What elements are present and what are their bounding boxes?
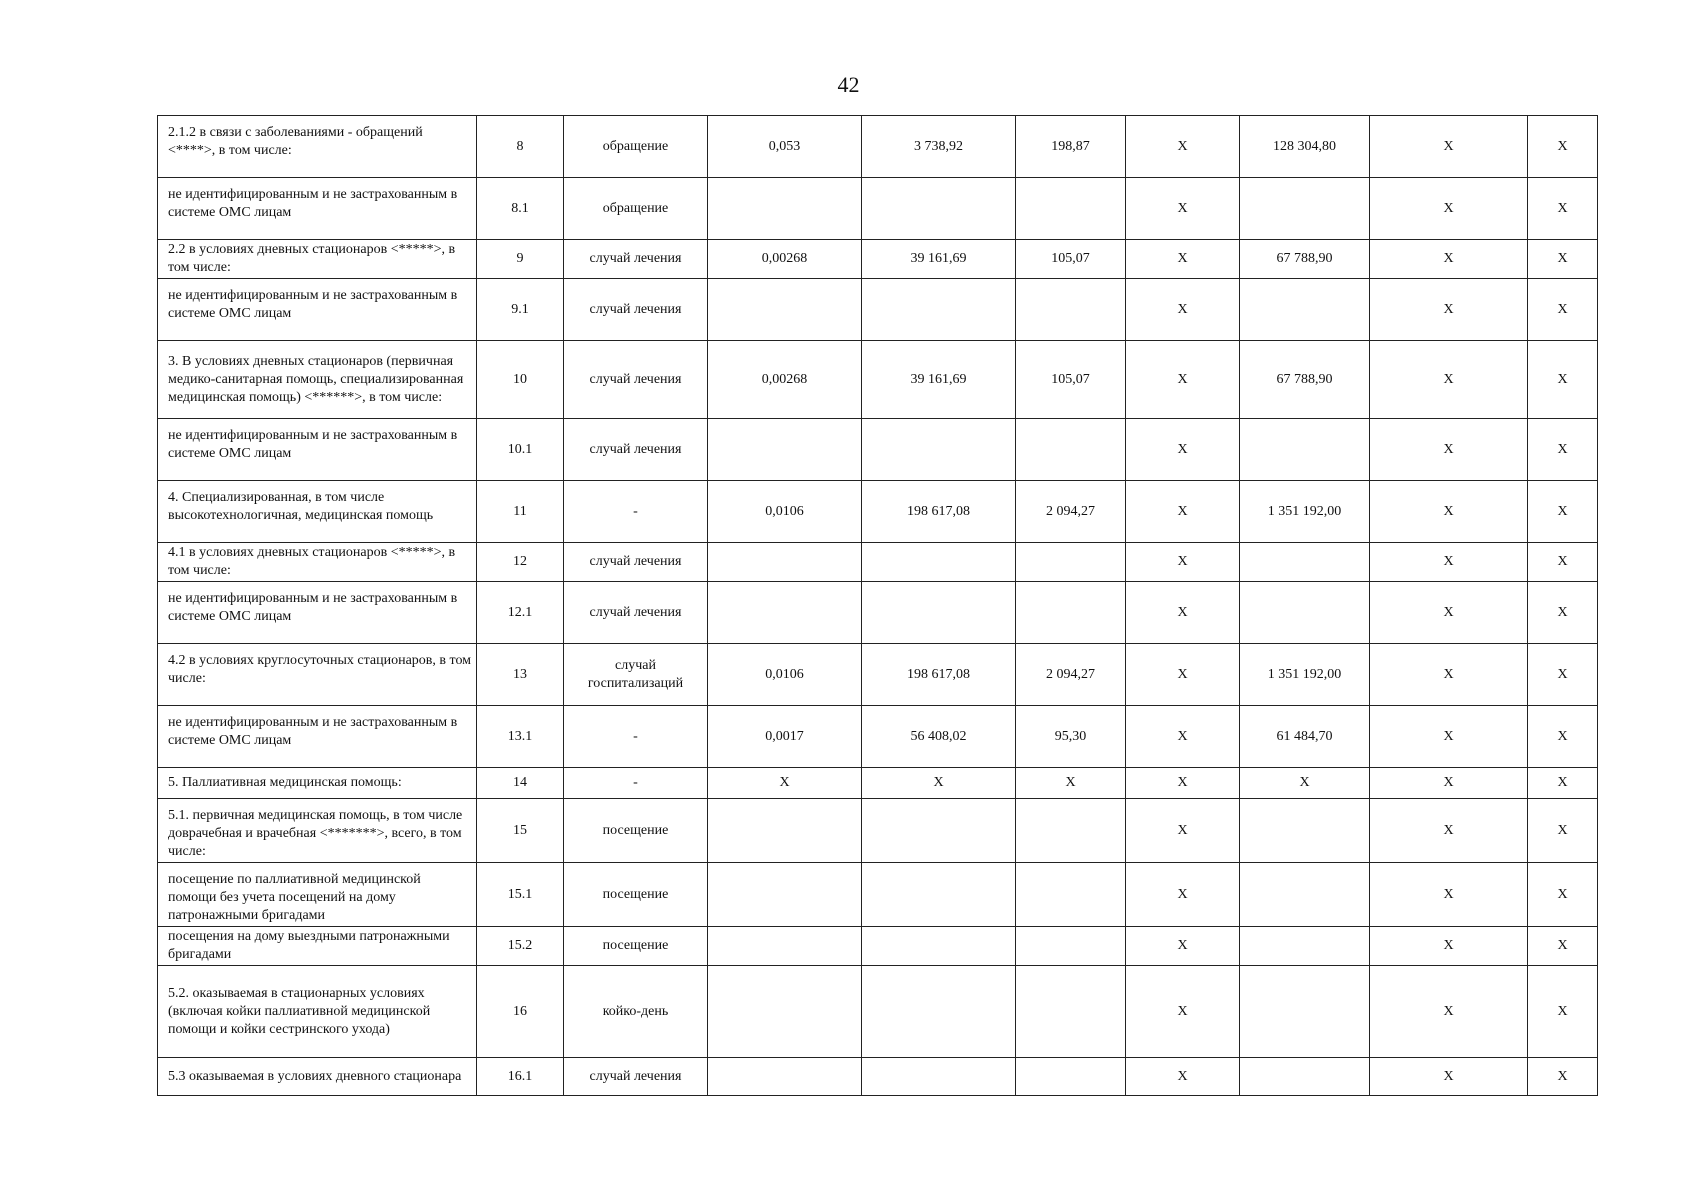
cell-per-capita-budget	[1016, 543, 1126, 582]
cell-cost-budget: X	[1240, 768, 1370, 799]
cell-per-capita-budget	[1016, 799, 1126, 863]
cell-cost-total: X	[1528, 863, 1598, 927]
cell-cost-total: X	[1528, 178, 1598, 240]
cell-row-name: не идентифицированным и не застрахованным в системе ОМС лицам	[158, 178, 477, 240]
cell-unit: посещение	[564, 799, 708, 863]
cell-row-name: 4.2 в условиях круглосуточных стационаров, в том числе:	[158, 644, 477, 706]
cell-volume-norm: 0,053	[708, 116, 862, 178]
cell-volume-norm	[708, 419, 862, 481]
cell-per-capita-oms: X	[1126, 240, 1240, 279]
cell-cost-budget	[1240, 279, 1370, 341]
cell-per-capita-oms: X	[1126, 178, 1240, 240]
cell-cost-oms: X	[1370, 240, 1528, 279]
cell-row-code: 14	[477, 768, 564, 799]
cell-volume-norm: 0,00268	[708, 341, 862, 419]
cell-unit: случай лечения	[564, 419, 708, 481]
cell-per-capita-budget	[1016, 178, 1126, 240]
cell-row-code: 15.2	[477, 927, 564, 966]
cell-per-capita-budget	[1016, 279, 1126, 341]
cell-per-capita-oms: X	[1126, 799, 1240, 863]
cell-unit: случай лечения	[564, 279, 708, 341]
cell-row-name: не идентифицированным и не застрахованным в системе ОМС лицам	[158, 582, 477, 644]
cell-cost-budget	[1240, 178, 1370, 240]
table-row	[158, 927, 1598, 966]
table-row	[158, 768, 1598, 799]
cell-cost-budget	[1240, 582, 1370, 644]
cell-cost-budget: 128 304,80	[1240, 116, 1370, 178]
cell-row-name: 5. Паллиативная медицинская помощь:	[158, 768, 477, 799]
cell-volume-norm	[708, 927, 862, 966]
cell-cost-norm	[862, 1058, 1016, 1096]
table-row	[158, 706, 1598, 768]
cell-cost-total: X	[1528, 966, 1598, 1058]
cell-volume-norm	[708, 863, 862, 927]
table-row	[158, 543, 1598, 582]
cell-cost-norm: 198 617,08	[862, 644, 1016, 706]
cell-row-code: 9	[477, 240, 564, 279]
cell-unit: койко-день	[564, 966, 708, 1058]
cell-per-capita-budget: 105,07	[1016, 341, 1126, 419]
cell-unit: посещение	[564, 927, 708, 966]
table-row	[158, 582, 1598, 644]
cell-cost-total: X	[1528, 279, 1598, 341]
cell-per-capita-oms: X	[1126, 582, 1240, 644]
cell-volume-norm: 0,0106	[708, 644, 862, 706]
cell-volume-norm	[708, 279, 862, 341]
cell-unit: -	[564, 706, 708, 768]
cell-row-code: 15.1	[477, 863, 564, 927]
cell-per-capita-budget: 2 094,27	[1016, 644, 1126, 706]
cell-row-name: посещение по паллиативной медицинской помощи без учета посещений на дому патронажными бригадами	[158, 863, 477, 927]
cell-row-name: 2.1.2 в связи с заболеваниями - обращений <****>, в том числе:	[158, 116, 477, 178]
cell-row-code: 13.1	[477, 706, 564, 768]
cell-volume-norm: 0,00268	[708, 240, 862, 279]
cell-row-name: не идентифицированным и не застрахованным в системе ОМС лицам	[158, 706, 477, 768]
cell-per-capita-oms: X	[1126, 706, 1240, 768]
cell-cost-oms: X	[1370, 543, 1528, 582]
cell-per-capita-oms: X	[1126, 644, 1240, 706]
cell-cost-budget: 61 484,70	[1240, 706, 1370, 768]
cell-per-capita-budget: 95,30	[1016, 706, 1126, 768]
cell-row-name: 3. В условиях дневных стационаров (первичная медико-санитарная помощь, специализированная медицинская помощь) <******>, в том числе:	[158, 341, 477, 419]
table-row	[158, 279, 1598, 341]
cell-per-capita-budget: 105,07	[1016, 240, 1126, 279]
cell-unit: случай лечения	[564, 1058, 708, 1096]
table-row	[158, 240, 1598, 279]
cell-unit: -	[564, 768, 708, 799]
cell-cost-norm	[862, 279, 1016, 341]
cell-cost-total: X	[1528, 927, 1598, 966]
cell-row-code: 11	[477, 481, 564, 543]
cell-cost-oms: X	[1370, 419, 1528, 481]
cell-cost-budget: 67 788,90	[1240, 341, 1370, 419]
cell-row-name: 2.2 в условиях дневных стационаров <*****>, в том числе:	[158, 240, 477, 279]
cell-cost-total: X	[1528, 706, 1598, 768]
cell-row-name: 4. Специализированная, в том числе высокотехнологичная, медицинская помощь	[158, 481, 477, 543]
cell-per-capita-budget: X	[1016, 768, 1126, 799]
cell-row-code: 15	[477, 799, 564, 863]
cell-cost-oms: X	[1370, 863, 1528, 927]
cell-cost-norm	[862, 543, 1016, 582]
cell-per-capita-oms: X	[1126, 863, 1240, 927]
cell-cost-budget: 1 351 192,00	[1240, 481, 1370, 543]
cell-volume-norm: 0,0106	[708, 481, 862, 543]
cell-cost-norm: 198 617,08	[862, 481, 1016, 543]
cell-per-capita-budget	[1016, 419, 1126, 481]
cell-unit: случай лечения	[564, 341, 708, 419]
cell-cost-norm: 39 161,69	[862, 341, 1016, 419]
cell-unit: обращение	[564, 116, 708, 178]
cell-cost-budget	[1240, 966, 1370, 1058]
cell-per-capita-budget	[1016, 863, 1126, 927]
cell-volume-norm	[708, 966, 862, 1058]
cell-cost-oms: X	[1370, 768, 1528, 799]
cell-cost-oms: X	[1370, 116, 1528, 178]
cell-per-capita-oms: X	[1126, 116, 1240, 178]
cell-cost-total: X	[1528, 1058, 1598, 1096]
cell-cost-oms: X	[1370, 582, 1528, 644]
cell-row-code: 12	[477, 543, 564, 582]
cell-cost-norm	[862, 582, 1016, 644]
cell-row-name: 5.1. первичная медицинская помощь, в том числе доврачебная и врачебная <*******>, всего, в том числе:	[158, 799, 477, 863]
table-row	[158, 481, 1598, 543]
cell-per-capita-oms: X	[1126, 481, 1240, 543]
table-row	[158, 966, 1598, 1058]
cell-per-capita-oms: X	[1126, 768, 1240, 799]
cell-unit: обращение	[564, 178, 708, 240]
cell-cost-norm: 56 408,02	[862, 706, 1016, 768]
cell-per-capita-budget	[1016, 927, 1126, 966]
cell-cost-oms: X	[1370, 1058, 1528, 1096]
cell-cost-total: X	[1528, 543, 1598, 582]
cell-cost-total: X	[1528, 240, 1598, 279]
cell-row-name: не идентифицированным и не застрахованным в системе ОМС лицам	[158, 419, 477, 481]
cell-cost-norm	[862, 178, 1016, 240]
cell-cost-oms: X	[1370, 341, 1528, 419]
cell-cost-budget: 1 351 192,00	[1240, 644, 1370, 706]
cell-row-code: 9.1	[477, 279, 564, 341]
cell-cost-norm	[862, 419, 1016, 481]
cell-unit: случай лечения	[564, 543, 708, 582]
table-row	[158, 419, 1598, 481]
table-row	[158, 863, 1598, 927]
cell-cost-norm	[862, 927, 1016, 966]
cell-unit: посещение	[564, 863, 708, 927]
cell-volume-norm	[708, 799, 862, 863]
cell-per-capita-oms: X	[1126, 279, 1240, 341]
cell-cost-budget	[1240, 1058, 1370, 1096]
table-row	[158, 799, 1598, 863]
table-row	[158, 341, 1598, 419]
cell-unit: случай госпитализаций	[564, 644, 708, 706]
cell-volume-norm	[708, 582, 862, 644]
cell-cost-budget	[1240, 799, 1370, 863]
cell-row-name: 4.1 в условиях дневных стационаров <*****>, в том числе:	[158, 543, 477, 582]
cell-volume-norm	[708, 178, 862, 240]
cell-row-code: 13	[477, 644, 564, 706]
cell-row-code: 8	[477, 116, 564, 178]
cell-per-capita-budget	[1016, 966, 1126, 1058]
cell-volume-norm	[708, 1058, 862, 1096]
cell-cost-budget	[1240, 863, 1370, 927]
cell-cost-oms: X	[1370, 279, 1528, 341]
cell-per-capita-budget: 2 094,27	[1016, 481, 1126, 543]
cell-cost-budget	[1240, 543, 1370, 582]
cell-cost-oms: X	[1370, 927, 1528, 966]
cell-row-code: 10.1	[477, 419, 564, 481]
cell-cost-total: X	[1528, 582, 1598, 644]
table-row	[158, 1058, 1598, 1096]
cell-cost-norm	[862, 799, 1016, 863]
cell-cost-oms: X	[1370, 481, 1528, 543]
cell-per-capita-oms: X	[1126, 341, 1240, 419]
cell-volume-norm	[708, 543, 862, 582]
cell-cost-total: X	[1528, 644, 1598, 706]
cell-cost-oms: X	[1370, 644, 1528, 706]
cell-per-capita-budget: 198,87	[1016, 116, 1126, 178]
cell-cost-oms: X	[1370, 799, 1528, 863]
cell-cost-norm: 3 738,92	[862, 116, 1016, 178]
cell-cost-total: X	[1528, 419, 1598, 481]
cell-row-code: 10	[477, 341, 564, 419]
table-row	[158, 644, 1598, 706]
cell-cost-total: X	[1528, 481, 1598, 543]
cell-cost-norm	[862, 863, 1016, 927]
cell-cost-norm: 39 161,69	[862, 240, 1016, 279]
data-table	[157, 115, 1598, 1096]
cell-cost-norm: X	[862, 768, 1016, 799]
table-row	[158, 116, 1598, 178]
table-row	[158, 178, 1598, 240]
cell-row-name: 5.3 оказываемая в условиях дневного стационара	[158, 1058, 477, 1096]
cell-unit: -	[564, 481, 708, 543]
cell-per-capita-oms: X	[1126, 419, 1240, 481]
cell-row-code: 12.1	[477, 582, 564, 644]
cell-cost-total: X	[1528, 768, 1598, 799]
cell-per-capita-budget	[1016, 582, 1126, 644]
cell-row-name: посещения на дому выездными патронажными бригадами	[158, 927, 477, 966]
cell-row-code: 16.1	[477, 1058, 564, 1096]
cell-row-name: не идентифицированным и не застрахованным в системе ОМС лицам	[158, 279, 477, 341]
cell-row-code: 16	[477, 966, 564, 1058]
cell-per-capita-oms: X	[1126, 966, 1240, 1058]
cell-cost-budget: 67 788,90	[1240, 240, 1370, 279]
page-number: 42	[837, 72, 860, 97]
cell-cost-budget	[1240, 927, 1370, 966]
cell-per-capita-budget	[1016, 1058, 1126, 1096]
cell-cost-budget	[1240, 419, 1370, 481]
cell-cost-oms: X	[1370, 706, 1528, 768]
cell-unit: случай лечения	[564, 582, 708, 644]
cell-cost-oms: X	[1370, 178, 1528, 240]
cell-per-capita-oms: X	[1126, 543, 1240, 582]
cell-row-name: 5.2. оказываемая в стационарных условиях (включая койки паллиативной медицинской помощи и койки сестринского ухода)	[158, 966, 477, 1058]
cell-cost-total: X	[1528, 341, 1598, 419]
cell-per-capita-oms: X	[1126, 927, 1240, 966]
cell-volume-norm: X	[708, 768, 862, 799]
cell-row-code: 8.1	[477, 178, 564, 240]
cell-cost-norm	[862, 966, 1016, 1058]
cell-cost-total: X	[1528, 116, 1598, 178]
cell-cost-total: X	[1528, 799, 1598, 863]
cell-unit: случай лечения	[564, 240, 708, 279]
cell-per-capita-oms: X	[1126, 1058, 1240, 1096]
cell-volume-norm: 0,0017	[708, 706, 862, 768]
cell-cost-oms: X	[1370, 966, 1528, 1058]
